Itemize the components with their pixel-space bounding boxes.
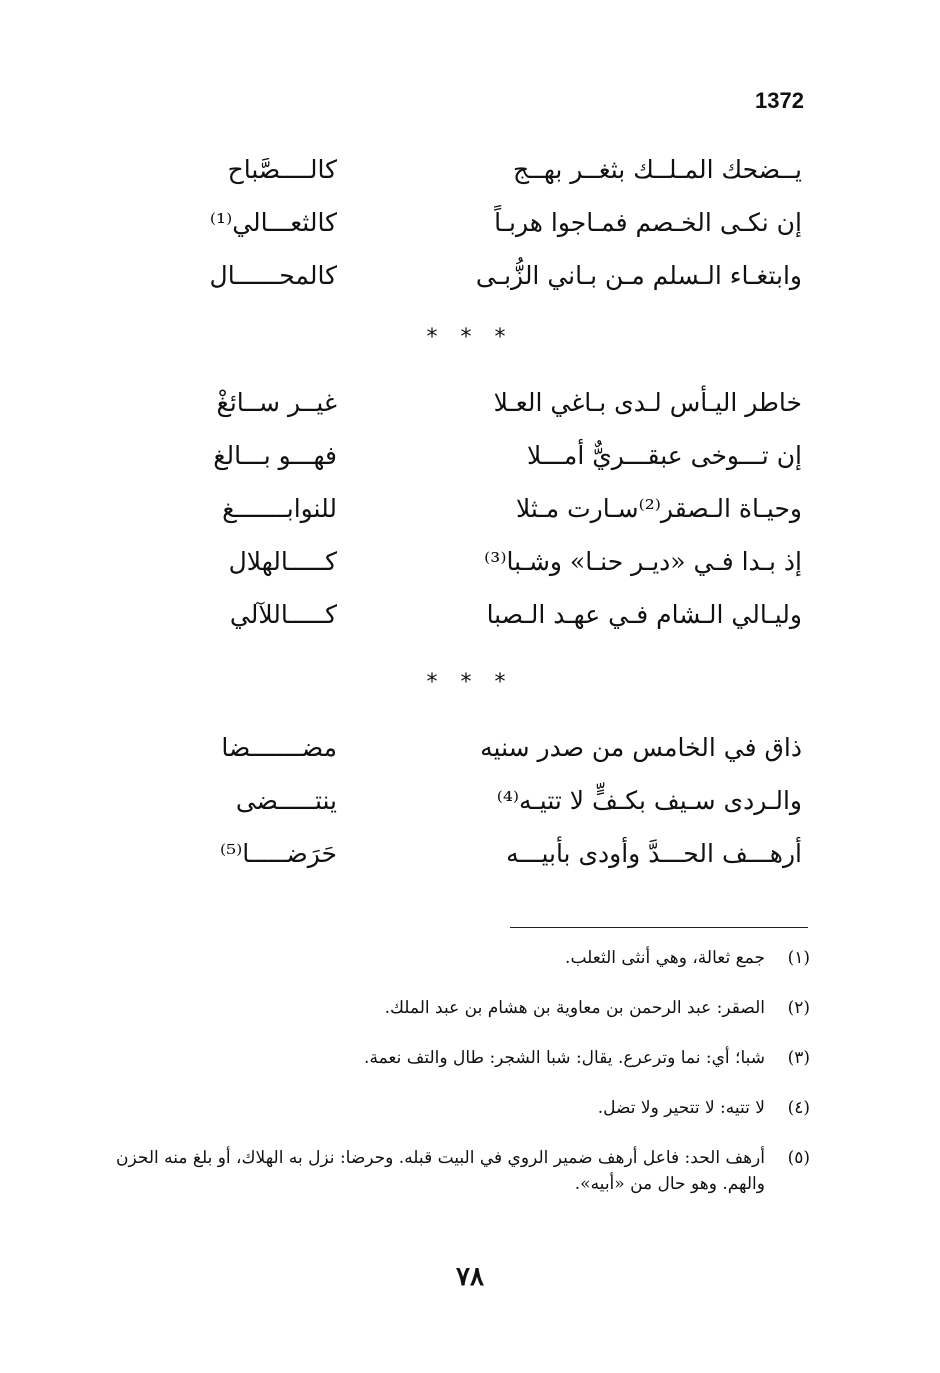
footnote-text: شبا؛ أي: نما وترعرع. يقال: شبا الشجر: طال والتف نعمة. (364, 1048, 765, 1068)
footnote-number: (٥) (787, 1148, 810, 1168)
footnote-text: لا تتيه: لا تتحير ولا تضل. (597, 1098, 765, 1118)
verse (0, 728, 940, 781)
footnote (90, 1145, 810, 1197)
verse-second-hemistich: للنوابـــــــغ (222, 494, 337, 523)
verse-second-hemistich: حَرَضـــــا⁽⁵⁾ (219, 839, 337, 868)
page-number: ٧٨ (456, 1262, 484, 1292)
verse-second-hemistich: كالــــصَّباح (227, 155, 337, 184)
verse-second-hemistich: كـــــالهلال (228, 547, 337, 576)
verse-first-hemistich: وليـالي الـشام فـي عهـد الـصبا (486, 600, 802, 629)
verse-first-hemistich: ذاق في الخامس من صدر سنيه (480, 733, 802, 762)
verse-first-hemistich: خاطر اليـأس لـدى بـاغي العـلا (493, 388, 802, 417)
verse (0, 150, 940, 203)
footnote-text: الصقر: عبد الرحمن بن معاوية بن هشام بن عبد الملك. (384, 998, 765, 1018)
verse (0, 489, 940, 542)
footnotes (90, 945, 810, 1221)
stanza-1 (0, 150, 940, 309)
verse-second-hemistich: كـــــاللآلي (229, 600, 337, 629)
footnote (90, 995, 810, 1021)
verse (0, 834, 940, 887)
stanza-separator: * * * (426, 670, 514, 695)
footnote-number: (٢) (787, 998, 810, 1018)
stanza-3 (0, 728, 940, 887)
verse-first-hemistich: إن تـــوخى عبقـــريٌّ أمـــلا (527, 441, 802, 470)
stanza-separator: * * * (426, 325, 514, 350)
footnote (90, 945, 810, 971)
verse-first-hemistich: أرهـــف الحـــدَّ وأودى بأبيـــه (506, 839, 802, 868)
footnote-number: (١) (787, 948, 810, 968)
verse (0, 383, 940, 436)
verse-first-hemistich: وابتغـاء الـسلم مـن بـاني الزُّبـى (475, 261, 802, 290)
stanza-2 (0, 383, 940, 648)
verse-second-hemistich: ينتـــــضى (235, 786, 337, 815)
footnote (90, 1045, 810, 1071)
footnote (90, 1095, 810, 1121)
footnote-text: جمع ثعالة، وهي أنثى الثعلب. (565, 948, 765, 968)
verse-second-hemistich: كالثعـــالي⁽¹⁾ (209, 208, 337, 237)
verse (0, 781, 940, 834)
verse (0, 436, 940, 489)
footnote-divider (510, 927, 808, 928)
verse-first-hemistich: إن نكـى الخـصم فمـاجوا هربـاً (494, 208, 802, 237)
verse-first-hemistich: يــضحك المـلــك بثغــر بهــج (513, 155, 802, 184)
verse (0, 256, 940, 309)
verse-second-hemistich: كالمحــــــال (209, 261, 337, 290)
footnote-number: (٤) (787, 1098, 810, 1118)
verse-first-hemistich: والـردى سـيف بكـفٍّ لا تتيـه⁽⁴⁾ (496, 786, 802, 815)
footnote-text: أرهف الحد: فاعل أرهف ضمير الروي في البيت قبله. وحرضا: نزل به الهلاك، أو بلغ منه الحزن والهم. وهو حال من «أبيه». (116, 1148, 765, 1194)
verse-second-hemistich: غيــر ســائغْ (216, 388, 337, 417)
verse-first-hemistich: وحيـاة الـصقر⁽²⁾سـارت مـثلا (515, 494, 802, 523)
verse (0, 203, 940, 256)
verse (0, 542, 940, 595)
verse-second-hemistich: مضـــــــضا (221, 733, 337, 762)
page-id: 1372 (755, 88, 804, 113)
verse-second-hemistich: فهـــو بـــالغ (213, 441, 337, 470)
verse (0, 595, 940, 648)
verse-first-hemistich: إذ بـدا فـي «ديـر حنـا» وشـبا⁽³⁾ (484, 547, 802, 576)
footnote-number: (٣) (787, 1048, 810, 1068)
